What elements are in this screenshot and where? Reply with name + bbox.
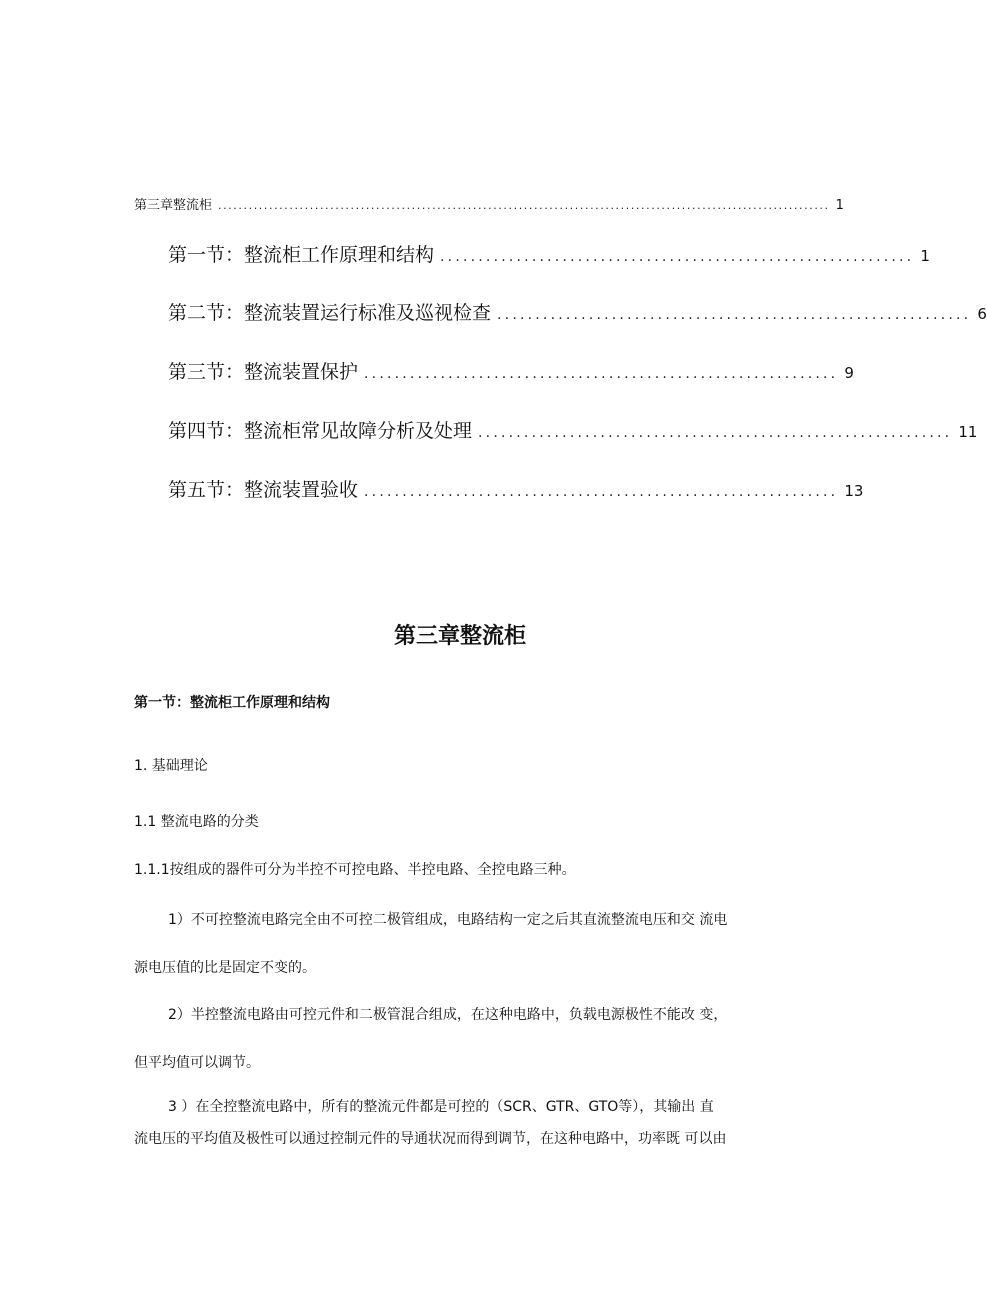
toc-section-label: 第二节：整流装置运行标准及巡视检查 — [168, 302, 492, 324]
toc-section-label: 第四节：整流柜常见故障分析及处理 — [168, 420, 473, 442]
paragraph-line: 1.1.1按组成的器件可分为半控不可控电路、半控电路、全控电路三种。 — [134, 862, 576, 878]
toc-section-label: 第一节：整流柜工作原理和结构 — [168, 244, 435, 266]
toc-section-entry[interactable] — [168, 240, 930, 267]
paragraph-line: 源电压值的比是固定不变的。 — [134, 960, 316, 976]
toc-section-entry[interactable] — [168, 475, 864, 502]
toc-chapter-page: 1 — [835, 198, 844, 213]
toc-section-page: 11 — [958, 423, 978, 441]
toc-section-page: 9 — [844, 364, 854, 382]
toc-chapter-label: 第三章整流柜 — [134, 198, 213, 213]
toc-leader-dots: .............................................................. — [364, 366, 839, 382]
paragraph-line: 1）不可控整流电路完全由不可控二极管组成，电路结构一定之后其直流整流电压和交 流电 — [168, 912, 728, 928]
toc-leader-dots: .............................................................. — [478, 425, 953, 441]
toc-section-page: 1 — [920, 247, 930, 265]
heading-basic-theory: 1. 基础理论 — [134, 758, 208, 774]
paragraph-line: 流电压的平均值及极性可以通过控制元件的导通状况而得到调节，在这种电路中，功率既 可以由 — [134, 1131, 727, 1147]
toc-leader-dots: .............................................................. — [364, 484, 839, 500]
section-heading: 第一节：整流柜工作原理和结构 — [134, 695, 330, 711]
toc-chapter-entry[interactable] — [134, 194, 844, 213]
toc-section-entry[interactable] — [168, 298, 987, 325]
paragraph-line: 3 ）在全控整流电路中，所有的整流元件都是可控的（SCR、GTR、GTO等），其输出 直 — [168, 1099, 714, 1115]
toc-leader-dots: .............................................................. — [497, 307, 972, 323]
toc-leader-dots: ........................................................................................................................ — [218, 199, 830, 212]
toc-section-page: 6 — [977, 305, 987, 323]
paragraph-line: 但平均值可以调节。 — [134, 1055, 260, 1071]
toc-section-entry[interactable] — [168, 416, 978, 443]
heading-rectifier-classification: 1.1 整流电路的分类 — [134, 814, 259, 830]
chapter-title: 第三章整流柜 — [393, 624, 526, 649]
toc-section-page: 13 — [844, 482, 864, 500]
paragraph-line: 2）半控整流电路由可控元件和二极管混合组成，在这种电路中，负载电源极性不能改 变， — [168, 1007, 728, 1023]
toc-leader-dots: .............................................................. — [440, 249, 915, 265]
toc-section-label: 第三节：整流装置保护 — [168, 361, 359, 383]
toc-section-entry[interactable] — [168, 357, 854, 384]
toc-section-label: 第五节：整流装置验收 — [168, 479, 359, 501]
